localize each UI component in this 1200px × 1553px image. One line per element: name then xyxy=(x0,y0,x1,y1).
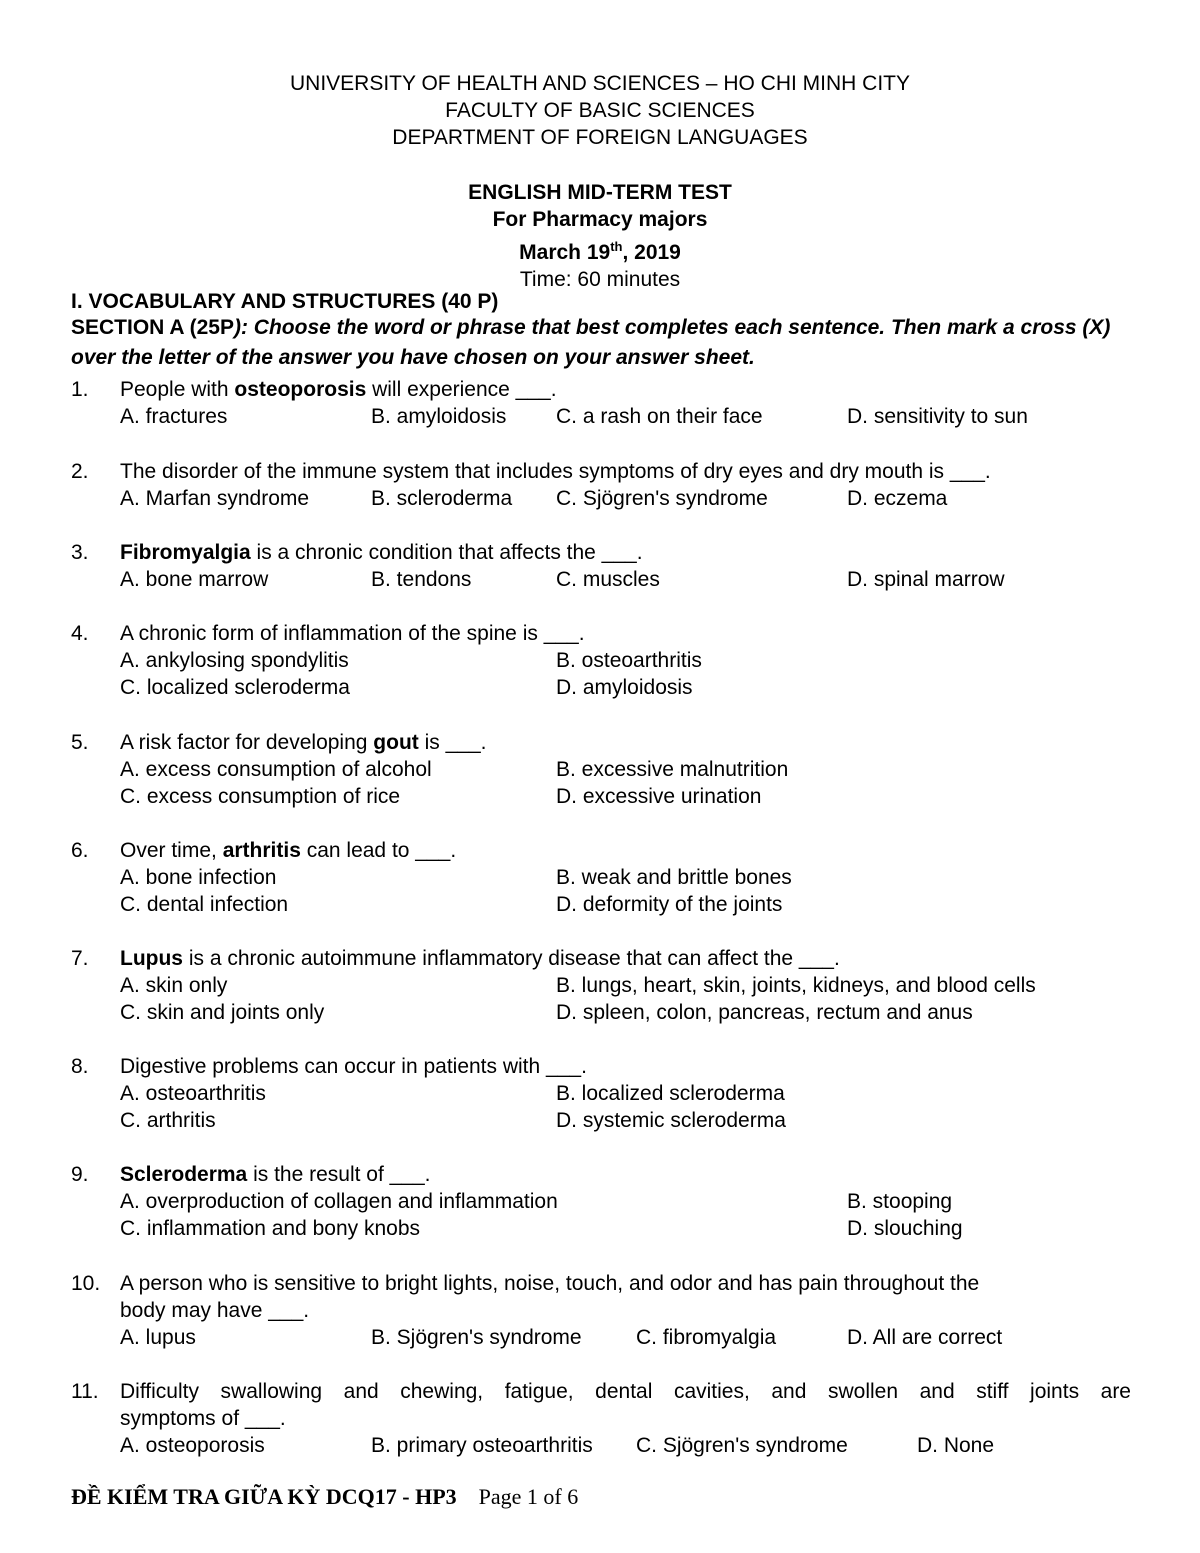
option-c: C. localized scleroderma xyxy=(120,676,350,699)
option-a: A. fractures xyxy=(120,405,228,428)
option-d: D. None xyxy=(917,1434,995,1457)
question-3: 3. Fibromyalgia is a chronic condition that affects the ___. A. bone marrow B. tendons C. muscles D. spinal marrow xyxy=(71,541,1005,591)
footer-title: ĐỀ KIỂM TRA GIỮA KỲ DCQ17 - HP3 xyxy=(71,1484,457,1509)
option-d: D. sensitivity to sun xyxy=(847,405,1028,428)
option-c: C. fibromyalgia xyxy=(636,1326,777,1349)
option-b: B. localized scleroderma xyxy=(556,1082,785,1105)
option-d: D. deformity of the joints xyxy=(556,893,783,916)
question-10: 10. A person who is sensitive to bright lights, noise, touch, and odor and has pain throughout the body may have ___. A. lupus B. Sjögren's syndrome C. fibromyalgia D. All are correct xyxy=(71,1272,1003,1349)
test-majors: For Pharmacy majors xyxy=(492,208,708,231)
question-8: 8. Digestive problems can occur in patients with ___. A. osteoarthritis B. localized scleroderma C. arthritis D. systemic scleroderma xyxy=(71,1055,786,1132)
question-5: 5. A risk factor for developing gout is ___. A. excess consumption of alcohol B. excessive malnutrition C. excess consumption of rice D. excessive urination xyxy=(71,731,789,808)
option-a: A. lupus xyxy=(120,1326,196,1349)
university-name: UNIVERSITY OF HEALTH AND SCIENCES – HO CHI MINH CITY xyxy=(290,72,910,95)
option-b: B. excessive malnutrition xyxy=(556,758,789,781)
question-7: 7. Lupus is a chronic autoimmune inflammatory disease that can affect the ___. A. skin only B. lungs, heart, skin, joints, kidneys, and blood cells C. skin and joints only D. spleen, colon, pancreas, rectum and anus xyxy=(71,947,1036,1024)
section-a-label: SECTION A (25P xyxy=(71,316,234,339)
page-number: Page 1 of 6 xyxy=(478,1484,579,1509)
department-name: DEPARTMENT OF FOREIGN LANGUAGES xyxy=(392,126,808,149)
option-a: A. skin only xyxy=(120,974,228,997)
option-d: D. excessive urination xyxy=(556,785,762,808)
option-c: C. skin and joints only xyxy=(120,1001,325,1024)
option-d: D. systemic scleroderma xyxy=(556,1109,786,1132)
option-a: A. Marfan syndrome xyxy=(120,487,310,510)
option-d: D. spleen, colon, pancreas, rectum and anus xyxy=(556,1001,973,1024)
test-time: Time: 60 minutes xyxy=(519,268,681,291)
option-b: B. Sjögren's syndrome xyxy=(371,1326,582,1349)
option-b: B. scleroderma xyxy=(371,487,513,510)
option-b: B. lungs, heart, skin, joints, kidneys, and blood cells xyxy=(556,974,1036,997)
option-c: C. a rash on their face xyxy=(556,405,763,428)
option-d: D. amyloidosis xyxy=(556,676,693,699)
test-date: March 19th, 2019 xyxy=(519,239,681,264)
option-b: B. osteoarthritis xyxy=(556,649,702,672)
part-title: I. VOCABULARY AND STRUCTURES (40 P) xyxy=(71,290,499,313)
question-6: 6. Over time, arthritis can lead to ___. A. bone infection B. weak and brittle bones C. dental infection D. deformity of the joints xyxy=(71,839,792,916)
question-2: 2. The disorder of the immune system that includes symptoms of dry eyes and dry mouth is ___. A. Marfan syndrome B. scleroderma C. Sjögren's syndrome D. eczema xyxy=(71,460,991,510)
option-a: A. overproduction of collagen and inflammation xyxy=(120,1190,558,1213)
option-b: B. primary osteoarthritis xyxy=(371,1434,593,1457)
option-c: C. Sjögren's syndrome xyxy=(636,1434,848,1457)
question-1: 1. People with osteoporosis will experience ___. A. fractures B. amyloidosis C. a rash on their face D. sensitivity to sun xyxy=(71,378,1028,428)
option-c: C. inflammation and bony knobs xyxy=(120,1217,420,1240)
option-c: C. dental infection xyxy=(120,893,289,916)
option-c: C. excess consumption of rice xyxy=(120,785,401,808)
page-footer xyxy=(71,1484,578,1510)
option-c: C. muscles xyxy=(556,568,660,591)
question-11: 11. Difficulty swallowing and chewing, fatigue, dental cavities, and swollen and stiff joints are symptoms of ___. A. osteoporosis B. primary osteoarthritis C. Sjögren's syndrome D. None xyxy=(71,1380,1131,1457)
option-a: A. excess consumption of alcohol xyxy=(120,758,432,781)
section-a-text: ): Choose the word or phrase that best completes each sentence. Then mark a cross (X) over the letter of the answer you have chosen on your answer sheet. xyxy=(71,316,1111,369)
faculty-name: FACULTY OF BASIC SCIENCES xyxy=(445,99,755,122)
option-b: B. amyloidosis xyxy=(371,405,507,428)
option-d: D. slouching xyxy=(847,1217,963,1240)
option-a: A. ankylosing spondylitis xyxy=(120,649,349,672)
institution-header xyxy=(0,70,1200,151)
option-a: A. osteoporosis xyxy=(120,1434,265,1457)
option-a: A. bone marrow xyxy=(120,568,269,591)
test-header xyxy=(0,179,1200,293)
option-d: D. All are correct xyxy=(847,1326,1003,1349)
question-4: 4. A chronic form of inflammation of the spine is ___. A. ankylosing spondylitis B. osteoarthritis C. localized scleroderma D. amyloidosis xyxy=(71,622,702,699)
option-a: A. bone infection xyxy=(120,866,277,889)
section-a-instruction xyxy=(71,313,1131,373)
option-b: B. stooping xyxy=(847,1190,953,1213)
option-d: D. eczema xyxy=(847,487,948,510)
test-title: ENGLISH MID-TERM TEST xyxy=(468,181,732,204)
option-b: B. weak and brittle bones xyxy=(556,866,792,889)
option-c: C. Sjögren's syndrome xyxy=(556,487,768,510)
option-b: B. tendons xyxy=(371,568,472,591)
option-c: C. arthritis xyxy=(120,1109,216,1132)
option-d: D. spinal marrow xyxy=(847,568,1005,591)
question-9: 9. Scleroderma is the result of ___. A. overproduction of collagen and inflammation B. stooping C. inflammation and bony knobs D. slouching xyxy=(71,1163,963,1240)
option-a: A. osteoarthritis xyxy=(120,1082,266,1105)
